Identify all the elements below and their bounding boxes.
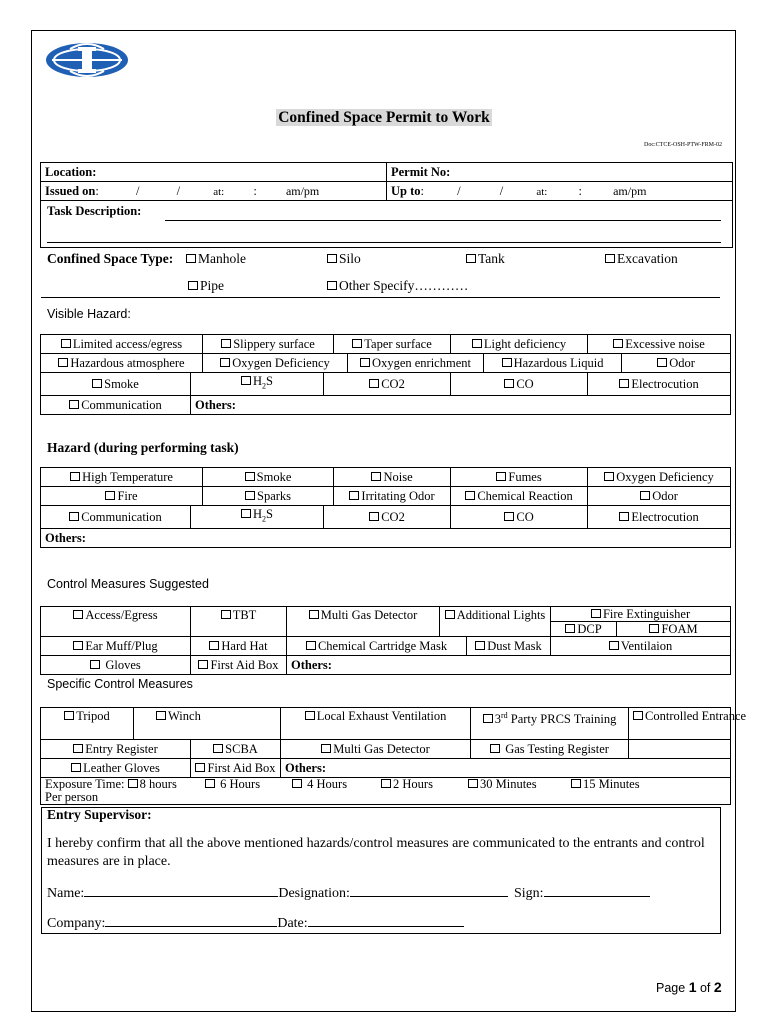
specific-gas-testing-register[interactable]: Gas Testing Register [471,740,629,759]
control-tbt[interactable]: TBT [191,607,287,637]
control-foam[interactable]: FOAM [617,622,731,637]
exposure-30-minutes[interactable]: 30 Minutes [468,778,537,791]
date-line [308,914,464,927]
checkbox-icon [466,254,476,263]
checkbox-icon [369,379,379,388]
checkbox-icon [70,472,80,481]
checkbox-icon [128,779,138,788]
hazard-taper-surface[interactable]: Taper surface [334,335,451,354]
specific-winch[interactable]: Winch [134,708,281,740]
checkbox-icon [90,660,100,669]
checkbox-icon [502,358,512,367]
page-number: Page 1 of 2 [656,979,722,995]
checkbox-icon [195,763,205,772]
checkbox-icon [352,339,362,348]
control-fire-extinguisher[interactable]: Fire Extinguisher [551,607,731,622]
location-field[interactable]: Location: [41,163,387,182]
specific-tripod[interactable]: Tripod [41,708,134,740]
specific-multi-gas-detector[interactable]: Multi Gas Detector [281,740,471,759]
checkbox-icon [220,358,230,367]
checkbox-icon [371,472,381,481]
hazard-odor[interactable]: Odor [622,354,731,373]
checkbox-icon [504,379,514,388]
checkbox-icon [465,491,475,500]
checkbox-icon [73,610,83,619]
checkbox-icon [186,254,196,263]
hazard-limited-access[interactable]: Limited access/egress [41,335,203,354]
checkbox-icon [640,491,650,500]
checkbox-icon [71,763,81,772]
checkbox-icon [306,641,316,650]
specific-empty-cell [629,740,731,759]
entry-supervisor-heading: Entry Supervisor: [47,807,152,822]
checkbox-icon [657,358,667,367]
checkbox-icon [61,339,71,348]
checkbox-icon [245,472,255,481]
hazard-co2[interactable]: CO2 [324,373,451,396]
visible-hazard-heading: Visible Hazard: [47,307,131,321]
checkbox-icon [213,744,223,753]
task-description-field[interactable]: Task Description: [41,201,733,248]
page-title: Confined Space Permit to Work [278,109,490,126]
checkbox-icon [604,472,614,481]
specific-others-field[interactable]: Others: [281,759,731,778]
hazard-oxygen-enrichment[interactable]: Oxygen enrichment [348,354,484,373]
exposure-time-row: Exposure Time: 8 hours 6 Hours 4 Hours 2 Hours 30 Minutes 15 Minutes Per person [41,778,731,805]
checkbox-icon [633,711,643,720]
checkbox-icon [468,779,478,788]
exposure-8-hours[interactable]: 8 hours [128,777,177,791]
task-description-line-1 [165,220,721,221]
hazard-others-field[interactable]: Others: [191,395,731,414]
checkbox-icon [69,400,79,409]
up-to-field[interactable]: Up to: / / at: : am/pm [387,182,733,201]
checkbox-icon [64,711,74,720]
hazard-hazardous-atmosphere[interactable]: Hazardous atmosphere [41,354,203,373]
task-hazard-odor[interactable]: Odor [588,487,731,506]
task-hazard-noise[interactable]: Noise [334,468,451,487]
task-hazard-co2[interactable]: CO2 [324,506,451,529]
control-hard-hat[interactable]: Hard Hat [191,637,287,656]
checkbox-icon [327,281,337,290]
control-measures-heading: Control Measures Suggested [47,577,209,591]
name-field[interactable]: Name: Designation: [47,884,508,902]
checkbox-icon [472,339,482,348]
task-hazard-heading: Hazard (during performing task) [47,440,239,455]
control-multi-gas-detector[interactable]: Multi Gas Detector [287,607,440,637]
task-hazard-sparks[interactable]: Sparks [203,487,334,506]
permit-no-field[interactable]: Permit No: [387,163,733,182]
document-reference: Doc:CTCE-OSH-PTW-FRM-02 [644,142,722,148]
space-type-label: Confined Space Type: [47,251,174,266]
exposure-6-hours[interactable]: 6 Hours [205,778,260,791]
checkbox-icon [619,379,629,388]
designation-line [350,884,508,897]
checkbox-icon [241,509,251,518]
divider [41,297,720,298]
checkbox-icon [445,610,455,619]
checkbox-icon [327,254,337,263]
checkbox-icon [565,624,575,633]
control-access-egress[interactable]: Access/Egress [41,607,191,637]
checkbox-icon [105,491,115,500]
checkbox-icon [381,779,391,788]
checkbox-icon [496,472,506,481]
specific-controlled-entrance[interactable]: Controlled Entrance [629,708,731,740]
checkbox-icon [73,641,83,650]
issued-on-field[interactable]: Issued on: / / at: : am/pm [41,182,387,201]
company-line [105,914,277,927]
checkbox-icon [369,512,379,521]
checkbox-icon [73,744,83,753]
hazard-electrocution[interactable]: Electrocution [588,373,731,396]
control-ventilaion[interactable]: Ventilaion [551,637,731,656]
control-gloves[interactable]: Gloves [41,656,191,675]
company-logo [44,41,130,79]
sign-field[interactable]: Sign: [514,884,650,902]
checkbox-icon [156,711,166,720]
checkbox-icon [613,339,623,348]
checkbox-icon [490,744,500,753]
control-ear-muff[interactable]: Ear Muff/Plug [41,637,191,656]
hazard-light-deficiency[interactable]: Light deficiency [451,335,588,354]
checkbox-icon [241,376,251,385]
hazard-excessive-noise[interactable]: Excessive noise [588,335,731,354]
task-hazard-others-field[interactable]: Others: [41,528,731,547]
specific-entry-register[interactable]: Entry Register [41,740,191,759]
checkbox-icon [649,624,659,633]
hazard-slippery-surface[interactable]: Slippery surface [203,335,334,354]
control-additional-lights[interactable]: Additional Lights [440,607,551,637]
task-hazard-table [40,467,731,548]
visible-hazard-table [40,334,731,415]
checkbox-icon [571,779,581,788]
checkbox-icon [69,512,79,521]
hazard-communication[interactable]: Communication [41,395,191,414]
option-other-specify[interactable]: Other Specify………… [327,278,468,294]
specific-prcs-training[interactable]: 3rd Party PRCS Training [471,708,629,740]
checkbox-icon [321,744,331,753]
hazard-co[interactable]: CO [451,373,588,396]
specific-local-exhaust-ventilation[interactable]: Local Exhaust Ventilation [281,708,471,740]
checkbox-icon [245,491,255,500]
checkbox-icon [305,711,315,720]
checkbox-icon [504,512,514,521]
exposure-15-minutes[interactable]: 15 Minutes [571,778,640,791]
option-tank[interactable]: Tank [466,251,505,267]
supervisor-statement: I hereby confirm that all the above mentioned hazards/control measures are communicated to the entrants and control measures are in place. [47,836,705,869]
checkbox-icon [58,358,68,367]
task-hazard-smoke[interactable]: Smoke [203,468,334,487]
task-hazard-high-temperature[interactable]: High Temperature [41,468,203,487]
checkbox-icon [349,491,359,500]
checkbox-icon [205,779,215,788]
sign-line [544,884,650,897]
hazard-hazardous-liquid[interactable]: Hazardous Liquid [484,354,622,373]
task-hazard-chemical-reaction[interactable]: Chemical Reaction [451,487,588,506]
control-others-field[interactable]: Others: [287,656,731,675]
specific-scba[interactable]: SCBA [191,740,281,759]
task-hazard-communication[interactable]: Communication [41,506,191,529]
permit-header-table [40,162,733,248]
option-pipe[interactable]: Pipe [188,278,224,294]
exposure-4-hours[interactable]: 4 Hours [292,778,347,791]
checkbox-icon [221,610,231,619]
control-chemical-cartridge-mask[interactable]: Chemical Cartridge Mask [287,637,467,656]
specific-leather-gloves[interactable]: Leather Gloves [41,759,191,778]
task-hazard-h2s[interactable]: $H_2S$ [191,506,324,529]
task-hazard-electrocution[interactable]: Electrocution [588,506,731,529]
task-hazard-co[interactable]: CO [451,506,588,529]
task-hazard-fire[interactable]: Fire [41,487,203,506]
checkbox-icon [221,339,231,348]
per-person-label: Per person [45,790,99,804]
checkbox-icon [292,779,302,788]
checkbox-icon [483,714,493,723]
checkbox-icon [188,281,198,290]
task-hazard-oxygen-deficiency[interactable]: Oxygen Deficiency [588,468,731,487]
option-manhole[interactable]: Manhole [186,251,246,267]
control-dust-mask[interactable]: Dust Mask [467,637,551,656]
option-excavation[interactable]: Excavation [605,251,678,267]
company-field[interactable]: Company: Date: [47,914,464,932]
checkbox-icon [360,358,370,367]
hazard-smoke[interactable]: Smoke [41,373,191,396]
name-line [84,884,278,897]
checkbox-icon [591,609,601,618]
checkbox-icon [609,641,619,650]
specific-first-aid-box[interactable]: First Aid Box [191,759,281,778]
hazard-oxygen-deficiency[interactable]: Oxygen Deficiency [203,354,348,373]
hazard-h2s[interactable]: $H_2S$ [191,373,324,396]
control-first-aid-box[interactable]: First Aid Box [191,656,287,675]
specific-controls-table [40,707,747,805]
task-hazard-irritating-odor[interactable]: Irritating Odor [334,487,451,506]
task-hazard-fumes[interactable]: Fumes [451,468,588,487]
checkbox-icon [605,254,615,263]
control-dcp[interactable]: DCP [551,622,617,637]
checkbox-icon [309,610,319,619]
checkbox-icon [198,660,208,669]
checkbox-icon [92,379,102,388]
exposure-2-hours[interactable]: 2 Hours [381,778,433,791]
checkbox-icon [209,641,219,650]
control-measures-table [40,606,731,675]
option-silo[interactable]: Silo [327,251,361,267]
checkbox-icon [475,641,485,650]
checkbox-icon [619,512,629,521]
task-description-line-2 [47,242,721,243]
specific-controls-heading: Specific Control Measures [47,677,193,691]
